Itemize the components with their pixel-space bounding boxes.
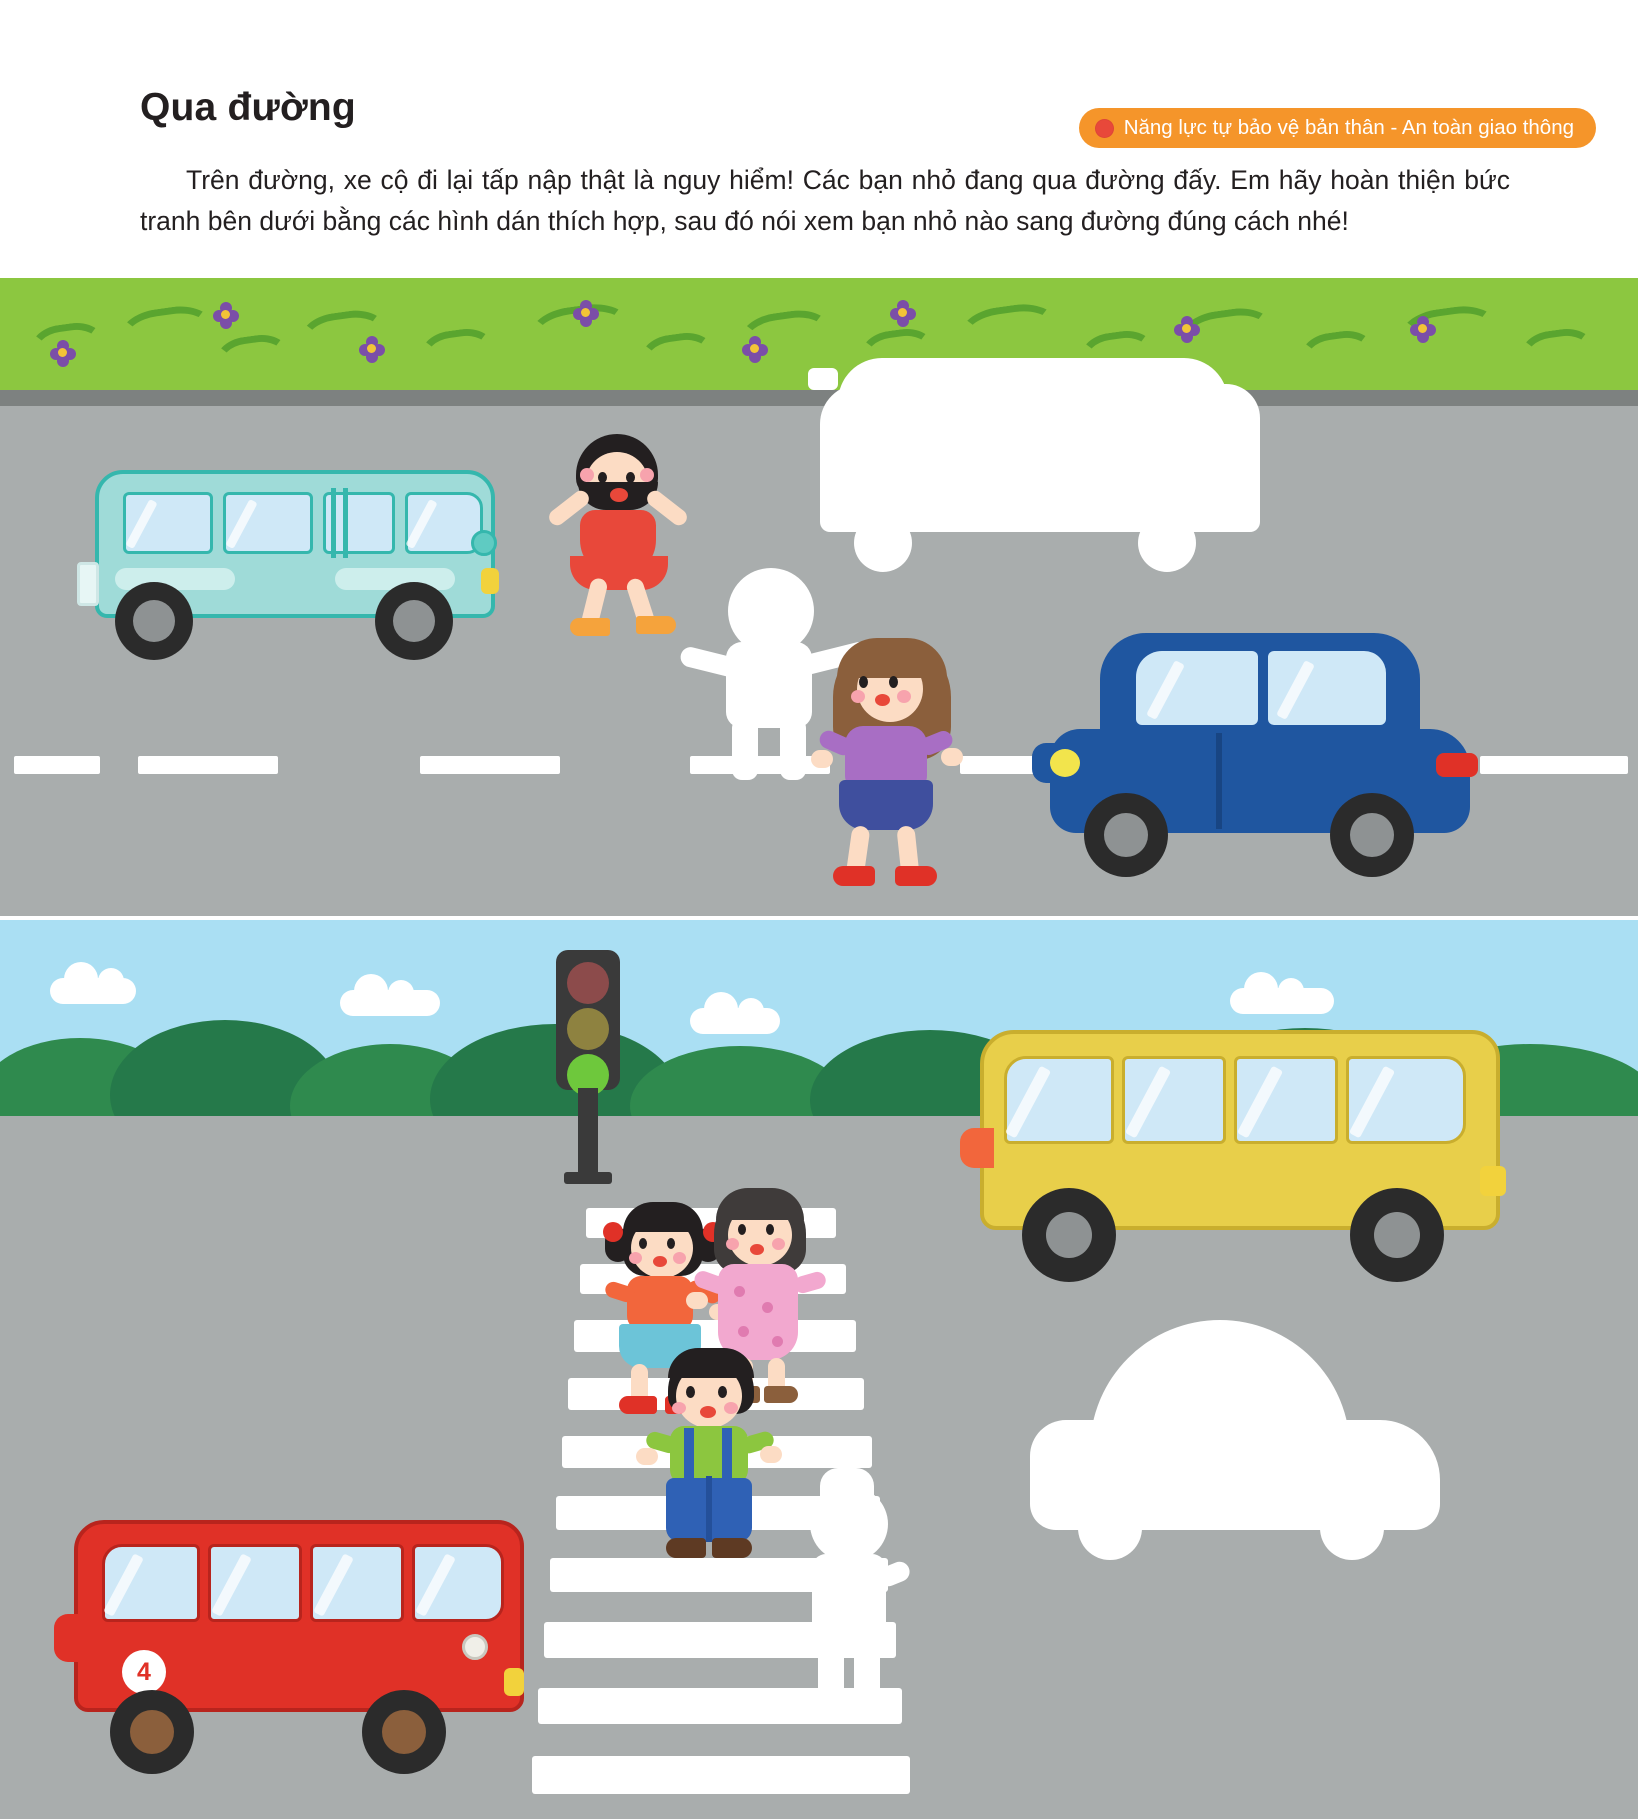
cloud-icon	[340, 990, 440, 1016]
illustration-bottom	[0, 920, 1638, 1819]
flower-icon	[1410, 316, 1436, 342]
lane-dash	[420, 756, 560, 774]
page-header	[0, 0, 1638, 278]
wheel	[115, 582, 193, 660]
badge-label: Năng lực tự bảo vệ bản thân - An toàn giao thông	[1123, 116, 1574, 139]
flower-icon	[573, 300, 599, 326]
wheel	[1350, 1188, 1444, 1282]
wheel	[375, 582, 453, 660]
wheel	[1084, 793, 1168, 877]
girl-purple-top-walking	[815, 638, 985, 878]
traffic-light-yellow-lamp	[567, 1008, 609, 1050]
cloud-icon	[1230, 988, 1334, 1014]
status-badge	[1079, 108, 1596, 148]
wheel	[110, 1690, 194, 1774]
red-minibus	[62, 1510, 532, 1800]
girl-red-dress-running	[540, 428, 700, 648]
wheel	[362, 1690, 446, 1774]
teal-minibus	[85, 458, 505, 688]
yellow-bus	[970, 1016, 1510, 1316]
traffic-light-red-lamp	[567, 962, 609, 1004]
lane-dash	[14, 756, 100, 774]
cloud-icon	[50, 978, 136, 1004]
cloud-icon	[690, 1008, 780, 1034]
wheel	[1022, 1188, 1116, 1282]
blue-car	[1040, 633, 1490, 883]
wheel	[1330, 793, 1414, 877]
flower-icon	[742, 336, 768, 362]
lane-dash	[1480, 756, 1628, 774]
page-number-badge: 4	[122, 1650, 166, 1694]
instruction-text: Trên đường, xe cộ đi lại tấp nập thật là nguy hiểm! Các bạn nhỏ đang qua đường đấy. Em hãy hoàn thiện bức tranh bên dưới bằng các hình dán thích hợp, sau đó nói xem bạn nhỏ nào sang đường đúng cách nhé!	[140, 165, 1510, 237]
car-sticker-outline[interactable]	[1030, 1320, 1450, 1580]
flower-icon	[359, 336, 385, 362]
page-title: Qua đường	[140, 86, 356, 129]
illustration-top	[0, 278, 1638, 916]
flower-icon	[213, 302, 239, 328]
boy-green-shirt	[648, 1348, 784, 1570]
badge-dot-icon	[1095, 119, 1114, 138]
lane-dash	[138, 756, 278, 774]
flower-icon	[890, 300, 916, 326]
van-sticker-outline[interactable]	[808, 338, 1268, 583]
flower-icon	[50, 340, 76, 366]
child-sticker-outline[interactable]	[790, 1468, 910, 1718]
traffic-light[interactable]	[542, 950, 632, 1180]
